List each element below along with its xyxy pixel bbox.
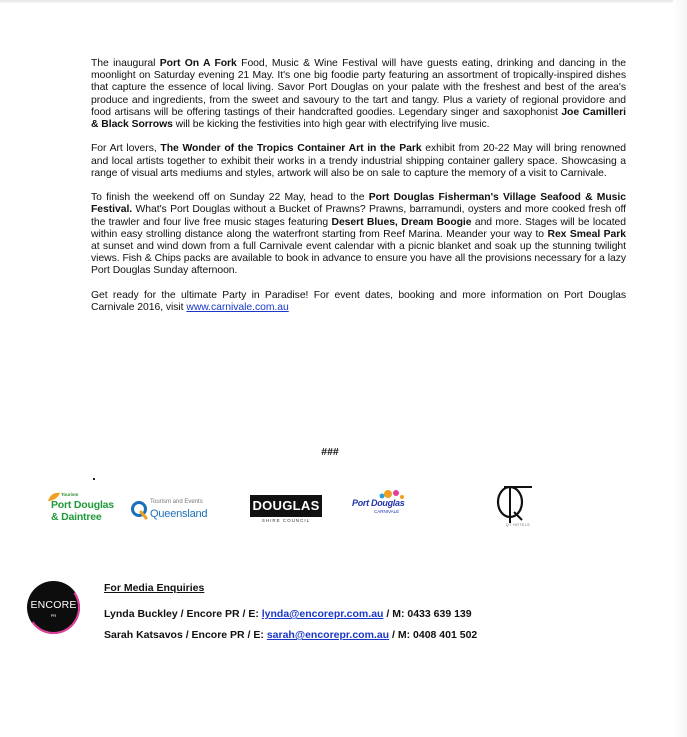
tourism-port-douglas-logo bbox=[47, 492, 119, 528]
festival-name: Port Douglas Fisherman's Village Seafood & Music Festival. bbox=[91, 192, 626, 216]
email-link-sarah[interactable]: sarah@encorepr.com.au bbox=[266, 629, 390, 641]
press-release-body bbox=[91, 58, 626, 326]
page-top-border bbox=[0, 0, 687, 3]
stray-dot bbox=[93, 478, 95, 480]
qt-hotels-logo bbox=[490, 483, 546, 529]
daintree-label: & Daintree bbox=[51, 511, 102, 523]
paragraph-port-on-a-fork: The inaugural Port On A Fork Food, Music & Wine Festival will have guests eating, drinking and dancing in the moonlight on Saturday evening 21 May. It's one big foodie party featuring an assortment of tropically-inspired dishes that capture the essence of local living. Savor Port Douglas on your palate with the freshest and best of the area's produce and ingredients, from the sweet and savoury to the tart and tangy. Plus a variety of regional providore and food artisans will be offering tastings of their handcrafted goodies. Legendary singer and saxophonist Joe Camilleri & Black Sorrows will be kicking the festivities into high gear with electrifying live music. bbox=[91, 58, 627, 131]
port-douglas-label: Port Douglas bbox=[51, 499, 114, 511]
tourism-label: Tourism bbox=[61, 492, 79, 497]
band-names: Desert Blues, Dream Boogie bbox=[331, 216, 472, 228]
teq-q-icon bbox=[130, 500, 148, 520]
paragraph-seafood-festival: To finish the weekend off on Sunday 22 May, head to the Port Douglas Fisherman's Village Seafood & Music Festival. What's Port Douglas without a Bucket of Prawns? Prawns, barramundi, oysters and more cooked fresh off the trawler and four live free music stages featuring Desert Blues, Dream Boogie and more. Stages will be located within easy strolling distance along the waterfront starting from Reef Marina. Meander your way to Rex Smeal Park at sunset and wind down from a full Carnivale event calendar with a picnic blanket and soak up the stunning twilight views. Fish & Chips packs are available to book in advance to ensure you have all the provisions necessary for a lazy Port Douglas Sunday afternoon. bbox=[91, 192, 626, 277]
qt-sub-label: QT HOTELS bbox=[505, 523, 531, 527]
park-name: Rex Smeal Park bbox=[547, 228, 626, 240]
shire-council-label: SHIRE COUNCIL bbox=[261, 518, 311, 523]
email-link-lynda[interactable]: lynda@encorepr.com.au bbox=[261, 608, 384, 620]
teq-main-label: Queensland bbox=[150, 508, 208, 520]
media-enquiries-heading: For Media Enquiries bbox=[104, 582, 205, 594]
carnivale-sub-label: CARNIVALE bbox=[374, 509, 400, 514]
douglas-label: DOUGLAS bbox=[250, 495, 322, 517]
page-edge-shadow bbox=[673, 0, 687, 737]
port-douglas-carnivale-logo bbox=[352, 488, 422, 520]
artist-name: Joe Camilleri & Black Sorrows bbox=[91, 106, 626, 131]
event-name: Port On A Fork bbox=[159, 58, 237, 69]
teq-top-label: Tourism and Events bbox=[150, 499, 203, 505]
end-mark: ### bbox=[321, 446, 339, 458]
paragraph-art-in-the-park: For Art lovers, The Wonder of the Tropics Container Art in the Park exhibit from 20-22 May will bring renowned and local artists together to exhibit their works in a trendy industrial shipping container gallery space. Showcasing a range of visual arts mediums and styles, artwork will also be on sale to capture the memory of a visit to Carnivale. bbox=[91, 143, 626, 179]
qt-monogram-icon bbox=[490, 483, 546, 523]
contact-lynda-buckley: Lynda Buckley / Encore PR / E: lynda@encorepr.com.au / M: 0433 639 139 bbox=[104, 608, 472, 620]
carnivale-website-link[interactable]: www.carnivale.com.au bbox=[186, 302, 289, 314]
douglas-shire-council-logo bbox=[250, 495, 322, 525]
exhibit-name: The Wonder of the Tropics Container Art in the Park bbox=[160, 143, 422, 155]
encore-label: ENCORE bbox=[30, 599, 77, 611]
encore-pr-label: PR bbox=[50, 613, 57, 618]
carnivale-main-label: Port Douglas bbox=[352, 498, 405, 508]
encore-accent-arc bbox=[23, 577, 84, 638]
tourism-events-queensland-logo bbox=[130, 496, 226, 524]
paragraph-get-ready: Get ready for the ultimate Party in Paradise! For event dates, booking and more information on Port Douglas Carnivale 2016, visit www.carnivale.com.au bbox=[91, 289, 626, 314]
contact-sarah-katsavos: Sarah Katsavos / Encore PR / E: sarah@encorepr.com.au / M: 0408 401 502 bbox=[104, 629, 478, 641]
